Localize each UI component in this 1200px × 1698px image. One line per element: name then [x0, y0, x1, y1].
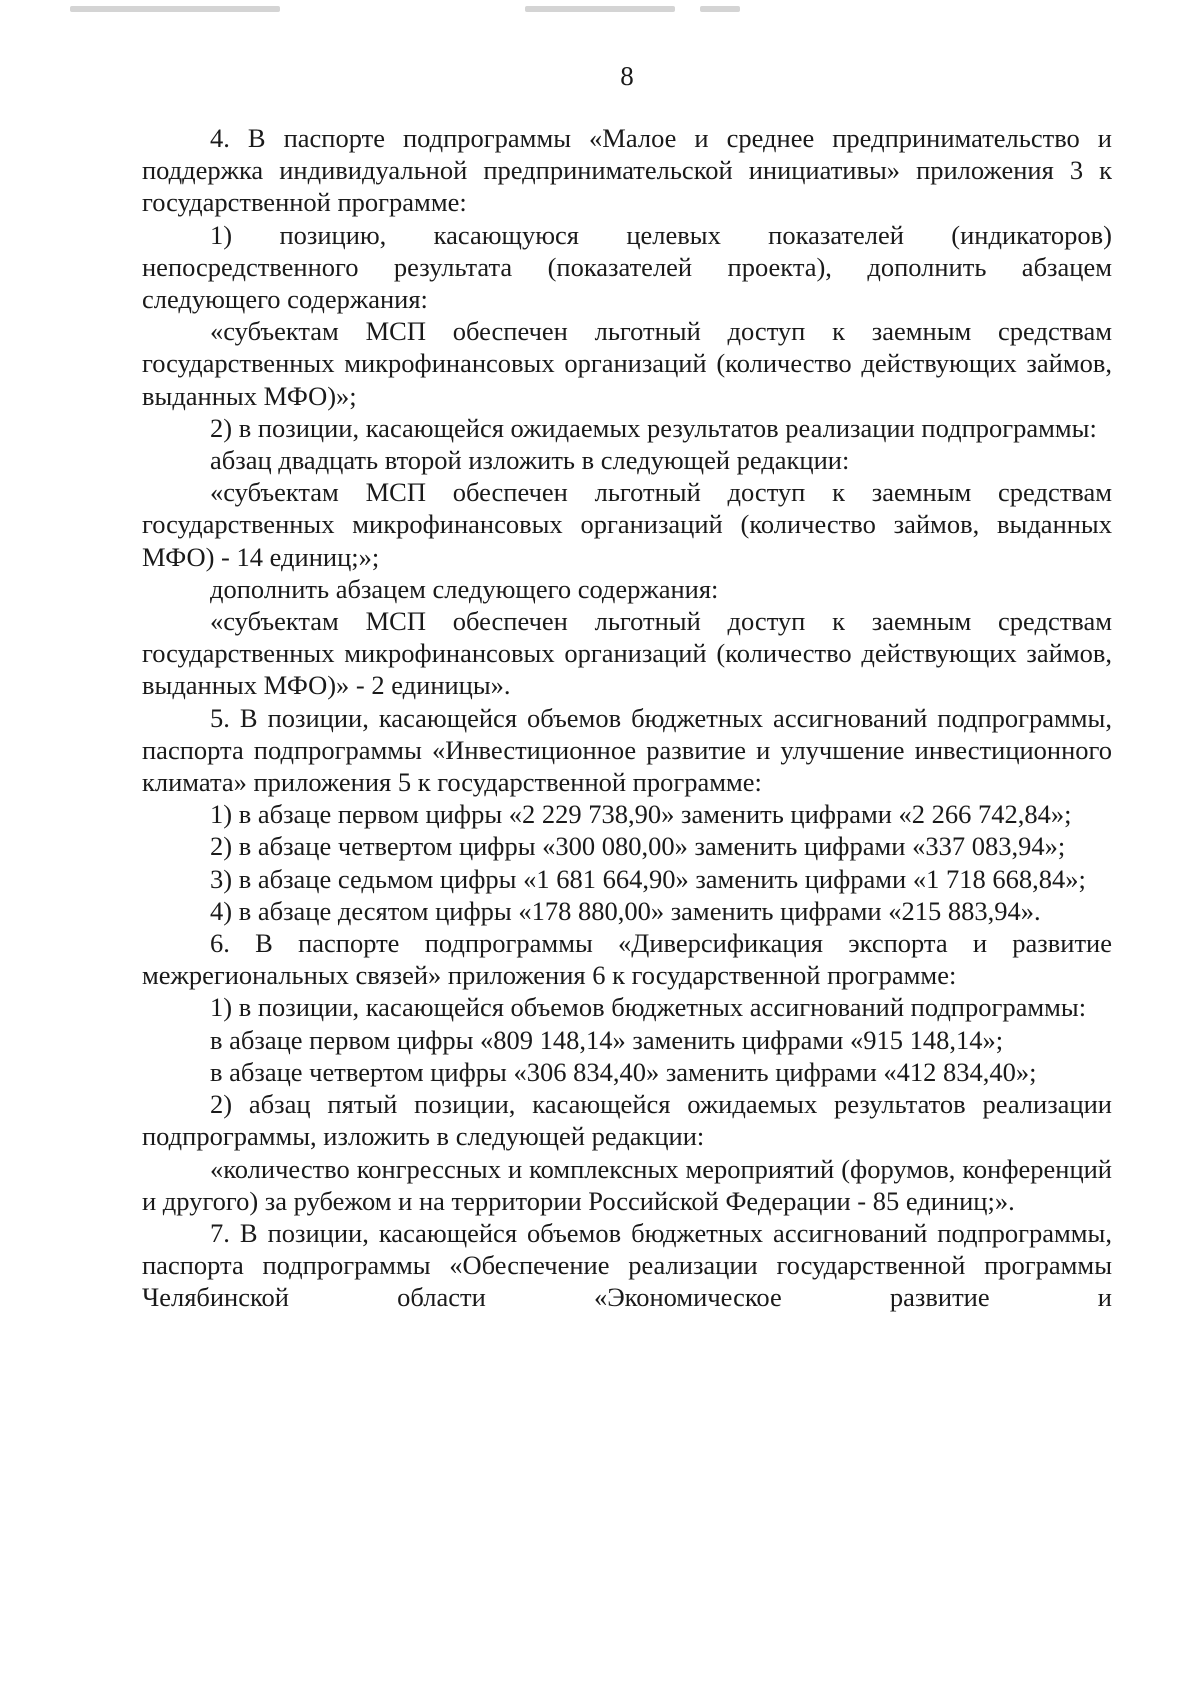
- paragraph-quote: «субъектам МСП обеспечен льготный доступ к заемным средствам государственных микрофинансовых организаций (количество действующих займов, выданных МФО)»;: [142, 316, 1112, 411]
- scan-artifact: [700, 6, 740, 12]
- paragraph-subitem: 2) в абзаце четвертом цифры «300 080,00» заменить цифрами «337 083,94»;: [210, 831, 1066, 862]
- paragraph-subitem: 1) позицию, касающуюся целевых показателей (индикаторов) непосредственного результата (показателей проекта), дополнить абзацем следующего содержания:: [142, 219, 1112, 315]
- paragraph-subitem: 2) в позиции, касающейся ожидаемых результатов реализации подпрограммы:: [210, 412, 1097, 443]
- paragraph-subitem: 4) в абзаце десятом цифры «178 880,00» заменить цифрами «215 883,94».: [210, 895, 1041, 926]
- scan-artifact: [70, 6, 280, 12]
- paragraph-subitem: 1) в абзаце первом цифры «2 229 738,90» заменить цифрами «2 266 742,84»;: [210, 799, 1072, 830]
- paragraph-quote: «субъектам МСП обеспечен льготный доступ к заемным средствам государственных микрофинансовых организаций (количество займов, выданных МФО) - 14 единиц;»;: [142, 477, 1112, 572]
- paragraph-quote: «количество конгрессных и комплексных мероприятий (форумов, конференций и другого) за рубежом и на территории Российской Федерации - 85 единиц;».: [142, 1153, 1112, 1216]
- paragraph: в абзаце четвертом цифры «306 834,40» заменить цифрами «412 834,40»;: [210, 1056, 1037, 1087]
- paragraph-subitem: 2) абзац пятый позиции, касающейся ожидаемых результатов реализации подпрограммы, изложить в следующей редакции:: [142, 1089, 1112, 1152]
- paragraph-subitem: 1) в позиции, касающейся объемов бюджетных ассигнований подпрограммы:: [210, 992, 1087, 1023]
- paragraph: в абзаце первом цифры «809 148,14» заменить цифрами «915 148,14»;: [210, 1024, 1004, 1055]
- page-number: 8: [620, 61, 634, 91]
- paragraph-item-6: 6. В паспорте подпрограммы «Диверсификация экспорта и развитие межрегиональных связей» приложения 6 к государственной программе:: [142, 928, 1112, 991]
- document-body: [142, 122, 1112, 1314]
- paragraph: абзац двадцать второй изложить в следующей редакции:: [210, 445, 850, 476]
- paragraph-item-4: 4. В паспорте подпрограммы «Малое и среднее предпринимательство и поддержка индивидуальной предпринимательской инициативы» приложения 3 к государственной программе:: [142, 123, 1112, 218]
- scan-artifact: [525, 6, 675, 12]
- paragraph-item-7: 7. В позиции, касающейся объемов бюджетных ассигнований подпрограммы, паспорта подпрограммы «Обеспечение реализации государственной программы Челябинской области «Экономическое развитие и: [142, 1217, 1112, 1313]
- paragraph-quote: «субъектам МСП обеспечен льготный доступ к заемным средствам государственных микрофинансовых организаций (количество действующих займов, выданных МФО)» - 2 единицы».: [142, 606, 1112, 701]
- paragraph-item-5: 5. В позиции, касающейся объемов бюджетных ассигнований подпрограммы, паспорта подпрограммы «Инвестиционное развитие и улучшение инвестиционного климата» приложения 5 к государственной программе:: [142, 702, 1112, 798]
- paragraph: дополнить абзацем следующего содержания:: [210, 573, 719, 604]
- paragraph-subitem: 3) в абзаце седьмом цифры «1 681 664,90» заменить цифрами «1 718 668,84»;: [210, 863, 1086, 894]
